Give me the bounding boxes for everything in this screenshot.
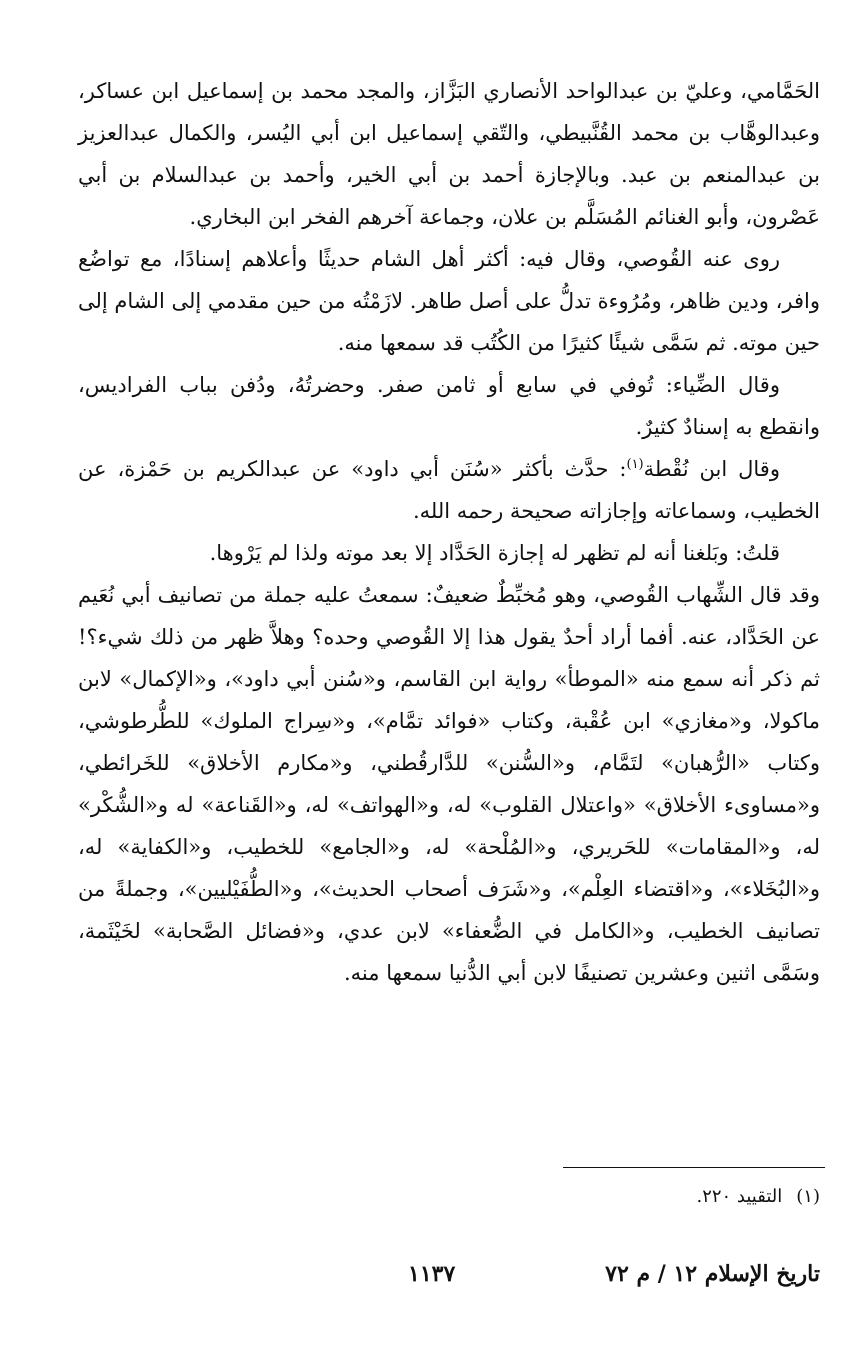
paragraph-4-end: : حدَّث بأكثر «سُنَن أبي داود» عن عبدالكريم بن حَمْزة، عن الخطيب، وسماعاته وإجازاته صحيحة رحمه الله. — [78, 457, 820, 523]
page-number: ١١٣٧ — [408, 1261, 456, 1287]
main-text — [78, 70, 820, 994]
paragraph-4-start: وقال ابن نُقْطة — [643, 457, 780, 481]
paragraph-3: وقال الضِّياء: تُوفي في سابع أو ثامن صفر. وحضرتُهُ، ودُفن بباب الفراديس، وانقطع به إسنادٌ كثيرٌ. — [78, 373, 820, 439]
paragraph-6: وقد قال الشِّهاب القُوصي، وهو مُخبِّطٌ ضعيفٌ: سمعتُ عليه جملة من تصانيف أبي نُعَيم عن الحَدَّاد، عنه. أفما أراد أحدٌ يقول هذا إلا القُوصي وحده؟ وهلاَّ ظهر من ذلك شيء؟! ثم ذكر أنه سمع منه «الموطأ» رواية ابن القاسم، و«سُنن أبي داود»، و«الإكمال» لابن ماكولا، و«مغازي» ابن عُقْبة، وكتاب «فوائد تمَّام»، و«سِراج الملوك» للطُّرطوشي، وكتاب «الرُّهبان» لتَمَّام، و«السُّنن» للدَّارقُطني، و«مكارم الأخلاق» للخَرائطي، و«مساوىء الأخلاق» «واعتلال القلوب» له، و«الهواتف» له، و«القَناعة» له و«الشُّكْر» له، و«المقامات» للحَريري، و«المُلْحة» له، و«الجامع» للخطيب، و«الكفاية» له، و«البُخَلاء»، و«اقتضاء العِلْم»، و«شَرَف أصحاب الحديث»، و«الطُّفَيْليين»، وجملةً من تصانيف الخطيب، و«الكامل في الضُّعفاء» لابن عدي، و«فضائل الصَّحابة» لخَيْثَمة، وسَمَّى اثنين وعشرين تصنيفًا لابن أبي الدُّنيا سمعها منه. — [78, 583, 820, 985]
running-head: تاريخ الإسلام ١٢ / م ٧٢ — [605, 1261, 820, 1287]
footnote — [220, 1183, 820, 1211]
footnote-number: (١) — [796, 1186, 820, 1207]
footnote-text: التقييد ٢٢٠. — [696, 1186, 783, 1207]
paragraph-5: قلتُ: وبَلغنا أنه لم تظهر له إجازة الحَدَّاد إلا بعد موته ولذا لم يَرْوها. — [209, 541, 780, 565]
footnote-divider — [563, 1167, 825, 1168]
paragraph-4 — [78, 448, 820, 532]
page-footer — [78, 1261, 820, 1301]
paragraph-1: الحَمَّامي، وعليّ بن عبدالواحد الأنصاري البَزَّاز، والمجد محمد بن إسماعيل ابن عساكر، وعبدالوهَّاب بن محمد القُنَّبيطي، والتّقي إسماعيل ابن أبي اليُسر، والكمال عبدالعزيز بن عبدالمنعم بن عبد. وبالإجازة أحمد بن أبي الخير، وأحمد بن عبدالسلام بن أبي عَصْرون، وأبو الغنائم المُسَلَّم بن علان، وجماعة آخرهم الفخر ابن البخاري. — [78, 79, 820, 229]
paragraph-2: روى عنه القُوصي، وقال فيه: أكثر أهل الشام حديثًا وأعلاهم إسنادًا، مع تواضُع وافر، ودين ظاهر، ومُرُوءة تدلُّ على أصل طاهر. لازَمْتُه من حين مقدمي إلى الشام إلى حين موته. ثم سَمَّى شيئًا كثيرًا من الكُتُب قد سمعها منه. — [78, 247, 820, 355]
footnote-reference: (١) — [626, 457, 644, 472]
